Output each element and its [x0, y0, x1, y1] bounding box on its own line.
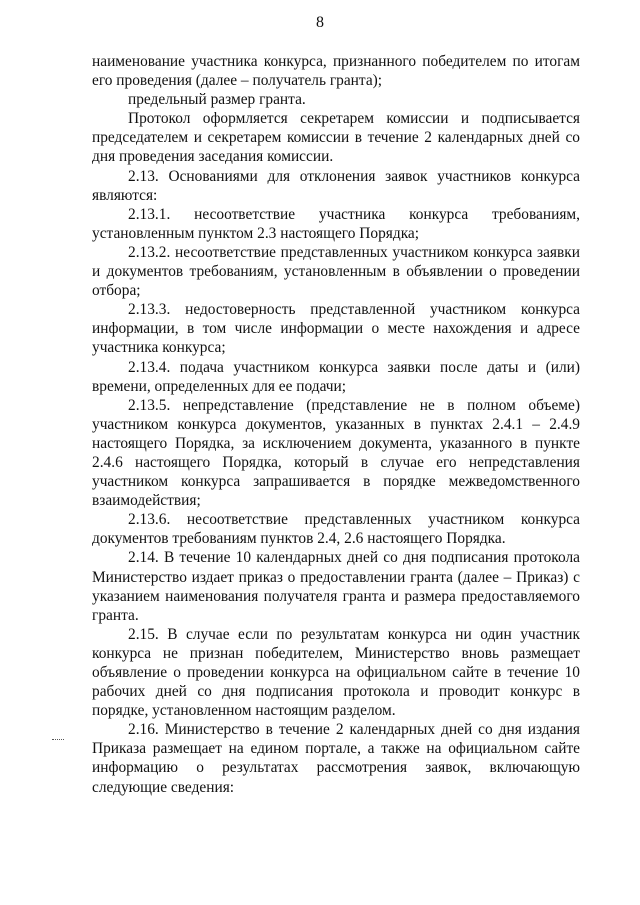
document-body: [92, 52, 580, 797]
paragraph-2-16: 2.16. Министерство в течение 2 календарных дней со дня издания Приказа размещает на едином портале, а также на официальном сайте информацию о результатах рассмотрения заявок, включающую следующие сведения:: [92, 721, 580, 796]
paragraph-protocol: Протокол оформляется секретарем комиссии и подписывается председателем и секретарем комиссии в течение 2 календарных дней со дня проведения заседания комиссии.: [92, 110, 580, 166]
paragraph-grant-limit: предельный размер гранта.: [128, 91, 306, 109]
paragraph-winner-name: наименование участника конкурса, признанного победителем по итогам его проведения (далее – получатель гранта);: [92, 53, 580, 90]
paragraph-2-13-4: 2.13.4. подача участником конкурса заявки после даты и (или) времени, определенных для ее подачи;: [92, 358, 580, 395]
paragraph-2-13: 2.13. Основаниями для отклонения заявок участников конкурса являются:: [92, 167, 580, 204]
paragraph-2-13-6: 2.13.6. несоответствие представленных участником конкурса документов требованиям пунктов 2.4, 2.6 настоящего Порядка.: [92, 511, 580, 548]
paragraph-2-15: 2.15. В случае если по результатам конкурса ни один участник конкурса не признан победителем, Министерство вновь размещает объявление о проведении конкурса на официальном сайте в течение 10 рабочих дней со дня подписания протокола и проводит конкурс в порядке, установленном настоящим разделом.: [92, 625, 580, 720]
paragraph-2-13-2: 2.13.2. несоответствие представленных участником конкурса заявки и документов требованиям, установленным в объявлении о проведении отбора;: [92, 243, 580, 300]
paragraph-2-13-1: 2.13.1. несоответствие участника конкурса требованиям, установленным пунктом 2.3 настоящего Порядка;: [92, 205, 580, 242]
paragraph-2-13-3: 2.13.3. недостоверность представленной участником конкурса информации, в том числе информации о месте нахождения и адресе участника конкурса;: [92, 301, 580, 357]
margin-scan-mark: [52, 739, 64, 740]
page-number: 8: [316, 14, 324, 31]
paragraph-2-14: 2.14. В течение 10 календарных дней со дня подписания протокола Министерство издает приказ о предоставлении гранта (далее – Приказ) с указанием наименования получателя гранта и размера предоставляемого гранта.: [92, 549, 580, 624]
paragraph-2-13-5: 2.13.5. непредставление (представление не в полном объеме) участником конкурса документов, указанных в пунктах 2.4.1 – 2.4.9 настоящего Порядка, за исключением документа, указанного в пункте 2.4.6 настоящего Порядка, который в случае его непредставления участником конкурса запрашивается в порядке межведомственного взаимодействия;: [92, 396, 580, 510]
